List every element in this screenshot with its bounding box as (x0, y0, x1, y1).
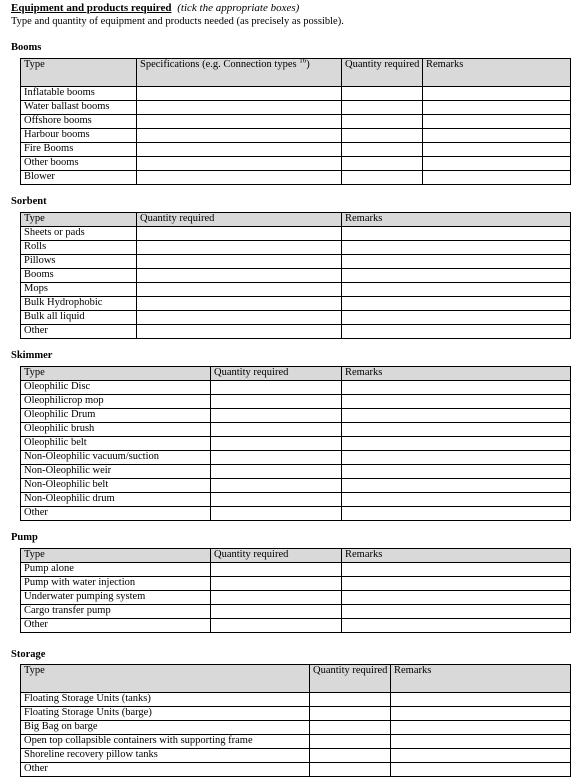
booms-row-cell-3[interactable] (423, 143, 571, 157)
booms-row-cell-3[interactable] (423, 171, 571, 185)
booms-row-cell-2[interactable] (342, 157, 423, 171)
pump-col-type: Type (21, 549, 211, 563)
storage-col-remarks: Remarks (391, 665, 571, 693)
skimmer-row-cell-1[interactable] (211, 493, 342, 507)
storage-row (21, 749, 571, 763)
sorbent-row-type: Bulk Hydrophobic (21, 297, 137, 311)
storage-col-quantity: Quantity required (310, 665, 391, 693)
skimmer-row (21, 479, 571, 493)
sorbent-row (21, 325, 571, 339)
booms-row-cell-3[interactable] (423, 115, 571, 129)
skimmer-row-cell-2[interactable] (342, 381, 571, 395)
booms-row-cell-1[interactable] (137, 101, 342, 115)
booms-row-cell-3[interactable] (423, 157, 571, 171)
pump-row-type: Cargo transfer pump (21, 605, 211, 619)
booms-row-type: Offshore booms (21, 115, 137, 129)
storage-row (21, 735, 571, 749)
sorbent-row-cell-2[interactable] (342, 269, 571, 283)
pump-row-cell-2[interactable] (342, 591, 571, 605)
skimmer-row (21, 381, 571, 395)
storage-row-cell-2[interactable] (391, 693, 571, 707)
storage-row-type: Open top collapsible containers with supporting frame (21, 735, 310, 749)
booms-row-cell-1[interactable] (137, 129, 342, 143)
sorbent-row-type: Booms (21, 269, 137, 283)
pump-row (21, 577, 571, 591)
sorbent-row-cell-1[interactable] (137, 297, 342, 311)
skimmer-row-cell-2[interactable] (342, 493, 571, 507)
sorbent-row-cell-1[interactable] (137, 227, 342, 241)
skimmer-row (21, 437, 571, 451)
form-title (11, 2, 299, 14)
skimmer-col-remarks: Remarks (342, 367, 571, 381)
footnote-close: ) (306, 59, 310, 70)
booms-row-cell-2[interactable] (342, 171, 423, 185)
storage-col-type: Type (21, 665, 310, 693)
pump-row-type: Underwater pumping system (21, 591, 211, 605)
sorbent-row-cell-2[interactable] (342, 311, 571, 325)
booms-table (20, 58, 571, 185)
sorbent-row-cell-1[interactable] (137, 311, 342, 325)
storage-row (21, 763, 571, 777)
storage-row-cell-1[interactable] (310, 707, 391, 721)
booms-row (21, 171, 571, 185)
sorbent-row-cell-2[interactable] (342, 297, 571, 311)
skimmer-row-type: Non-Oleophilic vacuum/suction (21, 451, 211, 465)
pump-row-type: Other (21, 619, 211, 633)
skimmer-row-cell-1[interactable] (211, 423, 342, 437)
skimmer-row-cell-1[interactable] (211, 507, 342, 521)
pump-section-title: Pump (11, 532, 38, 543)
sorbent-row-cell-1[interactable] (137, 269, 342, 283)
skimmer-row (21, 507, 571, 521)
skimmer-row-cell-2[interactable] (342, 451, 571, 465)
footnote-ref: 16 (299, 58, 307, 65)
booms-row (21, 87, 571, 101)
sorbent-row (21, 311, 571, 325)
sorbent-row (21, 241, 571, 255)
skimmer-row (21, 423, 571, 437)
sorbent-row (21, 227, 571, 241)
sorbent-col-remarks: Remarks (342, 213, 571, 227)
storage-row-type: Floating Storage Units (tanks) (21, 693, 310, 707)
sorbent-row-cell-2[interactable] (342, 241, 571, 255)
pump-table (20, 548, 571, 633)
booms-col-specifications (137, 59, 342, 87)
sorbent-col-type: Type (21, 213, 137, 227)
sorbent-row (21, 255, 571, 269)
booms-row-cell-2[interactable] (342, 87, 423, 101)
storage-row-type: Shoreline recovery pillow tanks (21, 749, 310, 763)
pump-row-cell-1[interactable] (211, 577, 342, 591)
skimmer-row (21, 409, 571, 423)
storage-row-cell-2[interactable] (391, 763, 571, 777)
booms-row-cell-3[interactable] (423, 87, 571, 101)
skimmer-row-cell-2[interactable] (342, 423, 571, 437)
sorbent-row-cell-1[interactable] (137, 255, 342, 269)
skimmer-row-cell-2[interactable] (342, 409, 571, 423)
booms-row-cell-3[interactable] (423, 129, 571, 143)
booms-row-cell-1[interactable] (137, 87, 342, 101)
pump-row-cell-1[interactable] (211, 619, 342, 633)
storage-section-title: Storage (11, 649, 46, 660)
skimmer-row-type: Oleophilic brush (21, 423, 211, 437)
storage-row-cell-1[interactable] (310, 749, 391, 763)
sorbent-row-type: Pillows (21, 255, 137, 269)
storage-row (21, 707, 571, 721)
pump-col-remarks: Remarks (342, 549, 571, 563)
skimmer-row-cell-1[interactable] (211, 395, 342, 409)
sorbent-row-type: Bulk all liquid (21, 311, 137, 325)
booms-row (21, 157, 571, 171)
booms-col-quantity: Quantity required (342, 59, 423, 87)
skimmer-row-type: Oleophilic belt (21, 437, 211, 451)
storage-row-type: Big Bag on barge (21, 721, 310, 735)
pump-row-cell-2[interactable] (342, 619, 571, 633)
booms-col-specifications-text: Specifications (e.g. Connection types (140, 59, 297, 70)
booms-row-cell-3[interactable] (423, 101, 571, 115)
storage-row-type: Other (21, 763, 310, 777)
storage-row-type: Floating Storage Units (barge) (21, 707, 310, 721)
skimmer-row (21, 395, 571, 409)
sorbent-row-cell-2[interactable] (342, 255, 571, 269)
skimmer-row-type: Non-Oleophilic belt (21, 479, 211, 493)
storage-row-cell-2[interactable] (391, 735, 571, 749)
sorbent-row-type: Rolls (21, 241, 137, 255)
storage-row-cell-2[interactable] (391, 749, 571, 763)
skimmer-row-cell-1[interactable] (211, 437, 342, 451)
skimmer-section-title: Skimmer (11, 350, 53, 361)
booms-row-type: Harbour booms (21, 129, 137, 143)
booms-row-type: Inflatable booms (21, 87, 137, 101)
skimmer-row-type: Other (21, 507, 211, 521)
storage-row-cell-2[interactable] (391, 707, 571, 721)
booms-row-cell-2[interactable] (342, 143, 423, 157)
booms-row-cell-2[interactable] (342, 115, 423, 129)
storage-row-cell-1[interactable] (310, 693, 391, 707)
sorbent-row-type: Other (21, 325, 137, 339)
skimmer-row-type: Oleophilic Disc (21, 381, 211, 395)
booms-row (21, 115, 571, 129)
skimmer-row-cell-2[interactable] (342, 465, 571, 479)
pump-row-cell-2[interactable] (342, 577, 571, 591)
booms-section-title: Booms (11, 42, 42, 53)
pump-row-cell-1[interactable] (211, 591, 342, 605)
storage-row-cell-1[interactable] (310, 763, 391, 777)
booms-row-cell-1[interactable] (137, 171, 342, 185)
skimmer-row-type: Oleophilicrop mop (21, 395, 211, 409)
pump-row (21, 591, 571, 605)
skimmer-row-cell-1[interactable] (211, 381, 342, 395)
booms-row-type: Water ballast booms (21, 101, 137, 115)
pump-row-type: Pump alone (21, 563, 211, 577)
skimmer-row-type: Oleophilic Drum (21, 409, 211, 423)
skimmer-row (21, 493, 571, 507)
storage-row-cell-1[interactable] (310, 735, 391, 749)
skimmer-row-cell-1[interactable] (211, 451, 342, 465)
sorbent-row-cell-2[interactable] (342, 325, 571, 339)
booms-row (21, 129, 571, 143)
pump-row-cell-1[interactable] (211, 563, 342, 577)
booms-row (21, 101, 571, 115)
sorbent-row-type: Mops (21, 283, 137, 297)
pump-col-quantity: Quantity required (211, 549, 342, 563)
storage-row (21, 721, 571, 735)
skimmer-table (20, 366, 571, 521)
booms-row-type: Blower (21, 171, 137, 185)
sorbent-col-quantity: Quantity required (137, 213, 342, 227)
sorbent-table (20, 212, 571, 339)
booms-row-type: Other booms (21, 157, 137, 171)
pump-row-type: Pump with water injection (21, 577, 211, 591)
booms-col-remarks: Remarks (423, 59, 571, 87)
storage-row-cell-2[interactable] (391, 721, 571, 735)
sorbent-row-cell-1[interactable] (137, 241, 342, 255)
pump-row (21, 619, 571, 633)
form-title-note: (tick the appropriate boxes) (177, 2, 300, 14)
skimmer-row-cell-2[interactable] (342, 479, 571, 493)
skimmer-row-cell-1[interactable] (211, 479, 342, 493)
booms-row-cell-1[interactable] (137, 157, 342, 171)
skimmer-row-type: Non-Oleophilic weir (21, 465, 211, 479)
pump-row-cell-2[interactable] (342, 605, 571, 619)
sorbent-row-type: Sheets or pads (21, 227, 137, 241)
skimmer-row-type: Non-Oleophilic drum (21, 493, 211, 507)
skimmer-col-type: Type (21, 367, 211, 381)
sorbent-row (21, 297, 571, 311)
skimmer-row-cell-1[interactable] (211, 409, 342, 423)
storage-row (21, 693, 571, 707)
booms-row-cell-1[interactable] (137, 143, 342, 157)
booms-col-type: Type (21, 59, 137, 87)
sorbent-row-cell-2[interactable] (342, 283, 571, 297)
form-title-text: Equipment and products required (11, 2, 172, 14)
pump-row-cell-1[interactable] (211, 605, 342, 619)
sorbent-section-title: Sorbent (11, 196, 47, 207)
skimmer-row (21, 465, 571, 479)
sorbent-row-cell-2[interactable] (342, 227, 571, 241)
pump-row (21, 605, 571, 619)
sorbent-row-cell-1[interactable] (137, 325, 342, 339)
booms-row-cell-2[interactable] (342, 101, 423, 115)
sorbent-row-cell-1[interactable] (137, 283, 342, 297)
skimmer-col-quantity: Quantity required (211, 367, 342, 381)
skimmer-row (21, 451, 571, 465)
storage-table (20, 664, 571, 777)
sorbent-row (21, 269, 571, 283)
booms-row-type: Fire Booms (21, 143, 137, 157)
booms-row (21, 143, 571, 157)
booms-row-cell-1[interactable] (137, 115, 342, 129)
pump-row-cell-2[interactable] (342, 563, 571, 577)
booms-row-cell-2[interactable] (342, 129, 423, 143)
form-subtitle: Type and quantity of equipment and products needed (as precisely as possible). (11, 16, 344, 27)
skimmer-row-cell-2[interactable] (342, 437, 571, 451)
storage-row-cell-1[interactable] (310, 721, 391, 735)
skimmer-row-cell-1[interactable] (211, 465, 342, 479)
pump-row (21, 563, 571, 577)
sorbent-row (21, 283, 571, 297)
skimmer-row-cell-2[interactable] (342, 507, 571, 521)
skimmer-row-cell-2[interactable] (342, 395, 571, 409)
